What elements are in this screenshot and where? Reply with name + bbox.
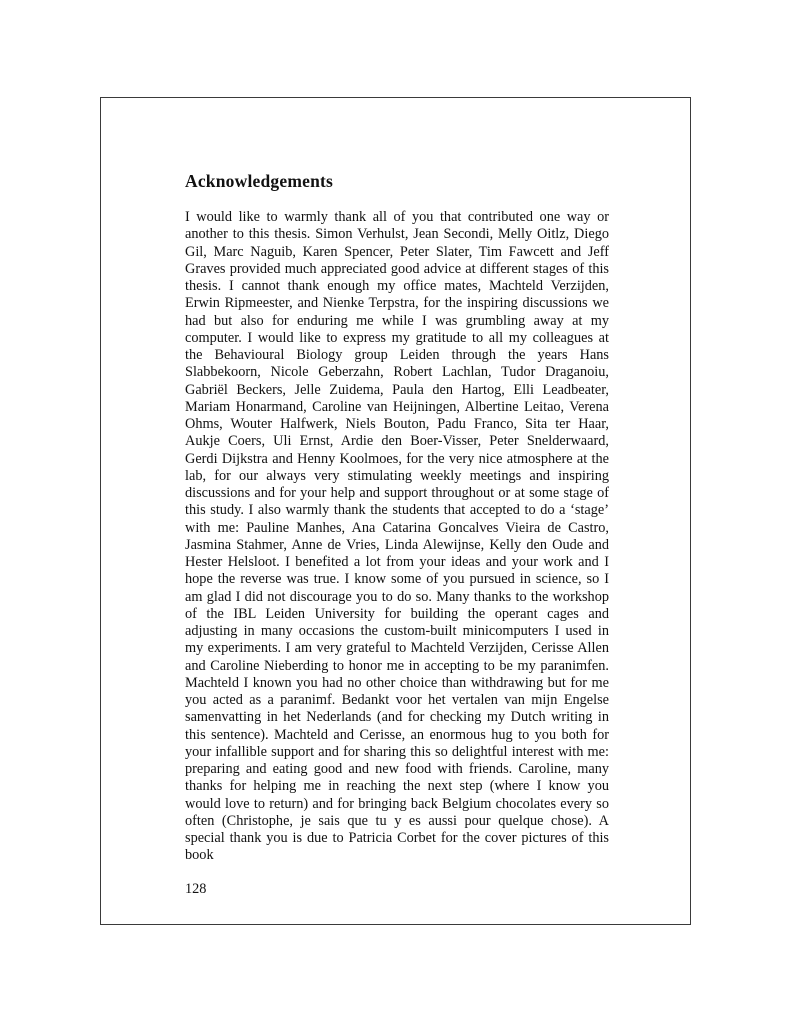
acknowledgements-paragraph: I would like to warmly thank all of you that contributed one way or another to this thesis. Simon Verhulst, Jean Secondi, Melly Oitlz, Diego Gil, Marc Naguib, Karen Spencer, Peter Slater, Tim Fawcett and Jeff Graves provided much appreciated good advice at different stages of this thesis. I cannot thank enough my office mates, Machteld Verzijden, Erwin Ripmeester, and Nienke Terpstra, for the inspiring discussions we had but also for enduring me while I was grumbling away at my computer. I would like to express my gratitude to all my colleagues at the Behavioural Biology group Leiden through the years Hans Slabbekoorn, Nicole Geberzahn, Robert Lachlan, Tudor Draganoiu, Gabriël Beckers, Jelle Zuidema, Paula den Hartog, Elli Leadbeater, Mariam Honarmand, Caroline van Heijningen, Albertine Leitao, Verena Ohms, Wouter Halfwerk, Niels Bouton, Padu Franco, Sita ter Haar, Aukje Coers, Uli Ernst, Ardie den Boer-Visser, Peter Snelderwaard, Gerdi Dijkstra and Henny Koolmoes, for the very nice atmosphere at the lab, for our always very stimulating weekly meetings and inspiring discussions and for your help and support throughout or at some stage of this study. I also warmly thank the students that accepted to do a ‘stage’ with me: Pauline Manhes, Ana Catarina Goncalves Vieira de Castro, Jasmina Stahmer, Anne de Vries, Linda Alewijnse, Kelly den Oude and Hester Helsloot. I benefited a lot from your ideas and your work and I hope the reverse was true. I know some of you pursued in science, so I am glad I did not discourage you to do so. Many thanks to the workshop of the IBL Leiden University for building the operant cages and adjusting in many occasions the custom-built minicomputers I used in my experiments. I am very grateful to Machteld Verzijden, Cerisse Allen and Caroline Nieberding to honor me in accepting to be my paranimfen. Machteld I known you had no other choice than withdrawing but for me you acted as a paranimf. Bedankt voor het vertalen van mijn Engelse samenvatting in het Nederlands (and for checking my Dutch writing in this sentence). Machteld and Cerisse, an enormous hug to you both for your infallible support and for sharing this so delightful interest with me: preparing and eating good and new food with friends. Caroline, many thanks for helping me in reaching the next step (where I know you would love to return) and for bringing back Belgium chocolates every so often (Christophe, je sais que tu y es aussi pour quelque chose). A special thank you is due to Patricia Corbet for the cover pictures of this book (185, 209, 609, 864)
page-number: 128 (185, 880, 207, 897)
page-border (100, 97, 691, 925)
page-content (185, 171, 609, 898)
page-title: Acknowledgements (185, 171, 334, 191)
